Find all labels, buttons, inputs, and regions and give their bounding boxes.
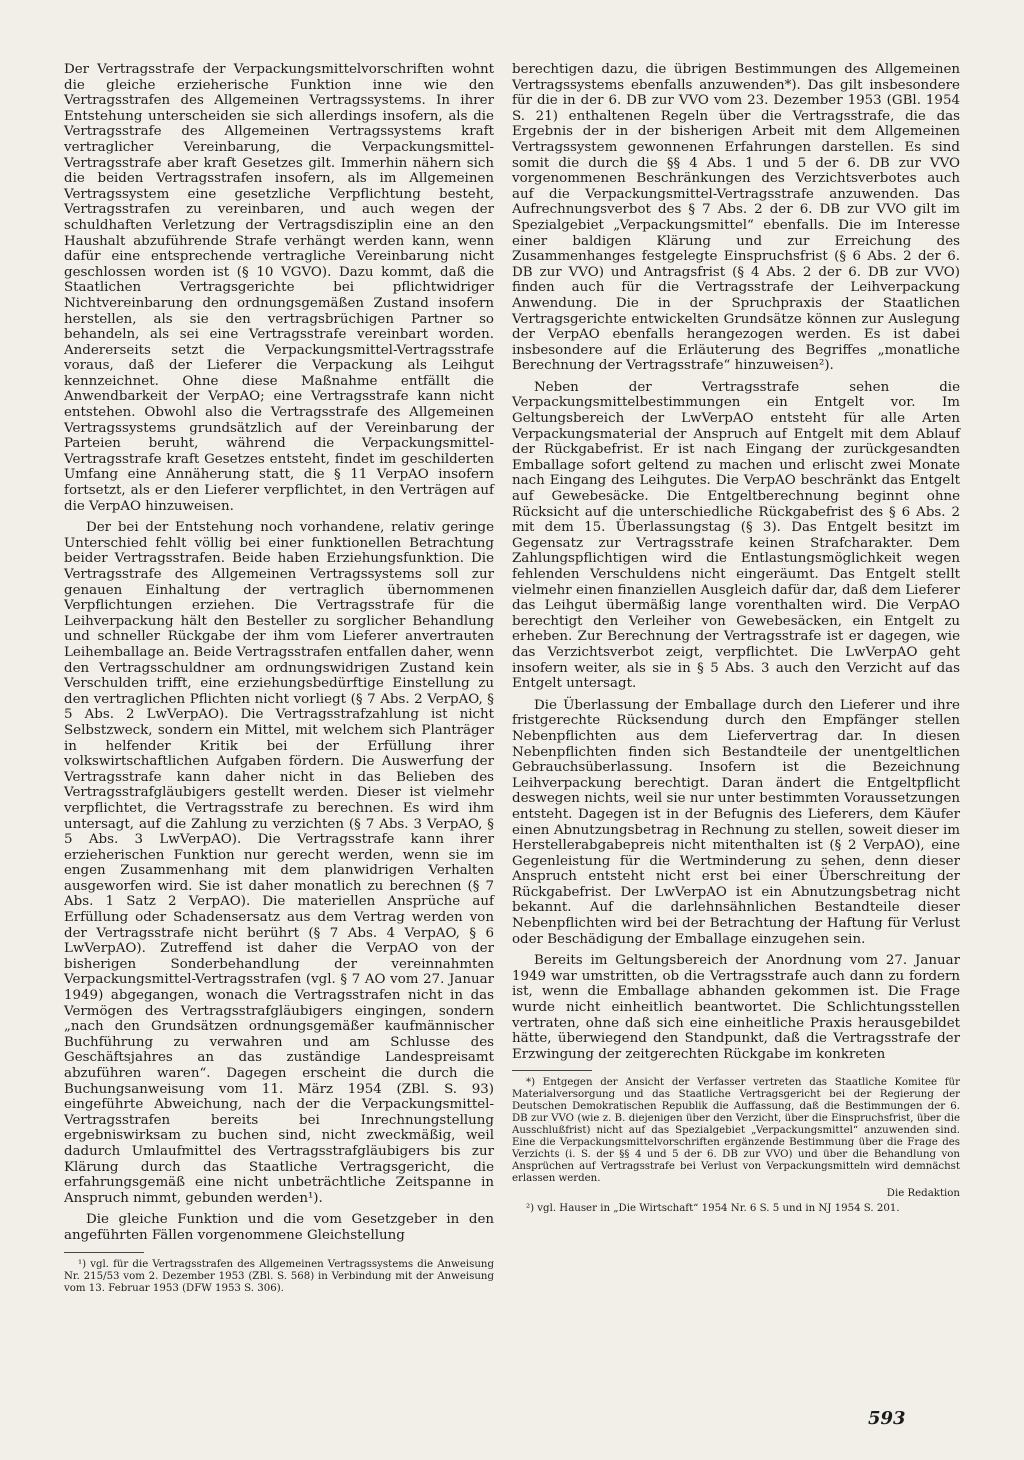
footnote: ²) vgl. Hauser in „Die Wirtschaft“ 1954 Nr. 6 S. 5 und in NJ 1954 S. 201. <box>526 1203 900 1215</box>
footnote-signature: Die Redaktion <box>886 1188 960 1200</box>
footnote: ¹) vgl. für die Vertragsstrafen des Allgemeinen Vertragssystems die Anweisung Nr. 215/53 vom 2. Dezember 1953 (ZBl. S. 568) in Verbindung mit der Anweisung vom 13. Februar 1953 (DFW 1953 S. 306). <box>64 1258 494 1294</box>
footnote-divider <box>512 1070 592 1071</box>
paragraph: Bereits im Geltungsbereich der Anordnung vom 27. Januar 1949 war umstritten, ob die Vertragsstrafe auch dann zu fordern ist, wenn die Emballage abhanden gekommen ist. Die Frage wurde nicht einheitlich beantwortet. Die Schlichtungsstellen vertraten, ohne daß sich eine einheitliche Praxis herausgebildet hätte, überwiegend den Standpunkt, daß die Vertragsstrafe der Erzwingung der zeitgerechten Rückgabe im konkreten <box>512 953 960 1062</box>
paragraph: Die gleiche Funktion und die vom Gesetzgeber in den angeführten Fällen vorgenommene Gleichstellung <box>64 1212 494 1243</box>
page-number: 593 <box>868 1408 906 1429</box>
footnote: *) Entgegen der Ansicht der Verfasser vertreten das Staatliche Komitee für Materialversorgung und das Staatliche Vertragsgericht bei der Regierung der Deutschen Demokratischen Republik die Auffassung, daß die Bestimmungen der 6. DB zur VVO (wie z. B. diejenigen über den Verzicht, über die Einspruchsfrist, über die Ausschlußfrist) nicht auf das Spezialgebiet „Verpackungsmittel“ anzuwenden sind. Eine die Verpackungsmittelvorschriften ergänzende Bestimmung über die Frage des Verzichts (i. S. der §§ 4 und 5 der 6. DB zur VVO) und über die Behandlung von Ansprüchen auf Vertragsstrafe bei Verlust von Verpackungsmitteln wird demnächst erlassen werden. <box>512 1077 960 1185</box>
footnote-divider <box>64 1252 144 1253</box>
paragraph: Die Überlassung der Emballage durch den Lieferer und ihre fristgerechte Rücksendung durch den Empfänger stellen Nebenpflichten aus dem Liefervertrag dar. In diesen Nebenpflichten finden sich Bestandteile der unentgeltlichen Gebrauchsüberlassung. Insofern ist die Bezeichnung Leihverpackung berechtigt. Daran ändert die Entgeltpflicht deswegen nichts, weil sie nur unter bestimmten Voraussetzungen entsteht. Dagegen ist in der Befugnis des Lieferers, dem Käufer einen Abnutzungsbetrag in Rechnung zu stellen, soweit dieser im Herstellerabgabepreis nicht mitenthalten ist (§ 2 VerpAO), eine Gegenleistung für die Wertminderung zu sehen, denn dieser Anspruch entsteht nicht erst bei einer Überschreitung der Rückgabefrist. Der LwVerpAO ist ein Abnutzungsbetrag nicht bekannt. Auf die darlehnsähnlichen Bestandteile dieser Nebenpflichten wird bei der Betrachtung der Haftung für Verlust oder Beschädigung der Emballage einzugehen sein. <box>512 697 960 947</box>
paragraph: Der bei der Entstehung noch vorhandene, relativ geringe Unterschied fehlt völlig bei einer funktionellen Betrachtung beider Vertragsstrafen. Beide haben Erziehungsfunktion. Die Vertragsstrafe des Allgemeinen Vertragssystems soll zur genauen Einhaltung der vertraglich übernommenen Verpflichtungen erziehen. Die Vertragsstrafe für die Leihverpackung hält den Besteller zu sorglicher Behandlung und schneller Rückgabe der ihm vom Lieferer anvertrauten Leihemballage an. Beide Vertragsstrafen entfallen daher, wenn den Vertragsschuldner am ordnungswidrigen Zustand kein Verschulden trifft, eine erziehungsbedürftige Einstellung zu den vertraglichen Pflichten nicht vorliegt (§ 7 Abs. 2 VerpAO, § 5 Abs. 2 LwVerpAO). Die Vertragsstrafzahlung ist nicht Selbstzweck, sondern ein Mittel, mit welchem sich Planträger in helfender Kritik bei der Erfüllung ihrer volkswirtschaftlichen Aufgaben fördern. Die Auswerfung der Vertragsstrafe kann daher nicht in das Belieben des Vertragsstrafgläubigers gestellt werden. Dieser ist vielmehr verpflichtet, die Vertragsstrafe zu berechnen. Es wird ihm untersagt, auf die Zahlung zu verzichten (§ 7 Abs. 3 VerpAO, § 5 Abs. 3 LwVerpAO). Die Vertragsstrafe kann ihrer erzieherischen Funktion nur gerecht werden, wenn sie im engen Zusammenhang mit dem planwidrigen Verhalten ausgeworfen wird. Sie ist daher monatlich zu berechnen (§ 7 Abs. 1 Satz 2 VerpAO). Die materiellen Ansprüche auf Erfüllung oder Schadensersatz aus dem Vertrag werden von der Vertragsstrafe nicht berührt (§ 7 Abs. 4 VerpAO, § 6 LwVerpAO). Zutreffend ist daher die VerpAO von der bisherigen Sonderbehandlung der vereinnahmten Verpackungsmittel-Vertragsstrafen (vgl. § 7 AO vom 27. Januar 1949) abgegangen, wonach die Vertragsstrafen nicht in das Vermögen des Vertragsstrafgläubigers eingingen, sondern „nach den Grundsätzen ordnungsgemäßer kaufmännischer Buchführung zu verwahren und am Schlusse des Geschäftsjahres an das zuständige Landespreisamt abzuführen waren“. Dagegen erscheint die durch die Buchungsanweisung vom 11. März 1954 (ZBl. S. 93) eingeführte Abweichung, nach der die Verpackungsmittel-Vertragsstrafen bereits bei Inrechnungstellung ergebniswirksam zu buchen sind, nicht zweckmäßig, weil dadurch Umlaufmittel des Vertragsstrafgläubigers bis zur Klärung durch das Staatliche Vertragsgericht, die erfahrungsgemäß eine nicht unbeträchtliche Zeitspanne in Anspruch nimmt, gebunden werden¹). <box>64 520 494 1206</box>
paragraph: Der Vertragsstrafe der Verpackungsmittelvorschriften wohnt die gleiche erzieherische Funktion inne wie den Vertragsstrafen des Allgemeinen Vertragssystems. In ihrer Entstehung unterscheiden sie sich allerdings insofern, als die Vertragsstrafe des Allgemeinen Vertragssystems kraft vertraglicher Vereinbarung, die Verpackungsmittel-Vertragsstrafe aber kraft Gesetzes gilt. Immerhin nähern sich die beiden Vertragsstrafen insofern, als im Allgemeinen Vertragssystem eine gesetzliche Verpflichtung besteht, Vertragsstrafen zu vereinbaren, und auch wegen der schuldhaften Verletzung der Vertragsdisziplin eine an den Haushalt abzuführende Strafe verhängt werden kann, wenn dafür eine entsprechende vertragliche Vereinbarung nicht geschlossen worden ist (§ 10 VGVO). Dazu kommt, daß die Staatlichen Vertragsgerichte bei pflichtwidriger Nichtvereinbarung den ordnungsgemäßen Zustand insofern herstellen, als sie den vertragsbrüchigen Partner so behandeln, als sei eine Vertragsstrafe vereinbart worden. Andererseits setzt die Verpackungsmittel-Vertragsstrafe voraus, daß der Lieferer die Verpackung als Leihgut kennzeichnet. Ohne diese Maßnahme entfällt die Anwendbarkeit der VerpAO; eine Vertragsstrafe kann nicht entstehen. Obwohl also die Vertragsstrafe des Allgemeinen Vertragssystems grundsätzlich auf der Vereinbarung der Parteien beruht, während die Verpackungsmittel-Vertragsstrafe kraft Gesetzes entsteht, findet im geschilderten Umfang eine Annäherung statt, die § 11 VerpAO insofern fortsetzt, als er den Lieferer verpflichtet, in den Verträgen auf die VerpAO hinzuweisen. <box>64 62 494 514</box>
right-column <box>512 62 960 1218</box>
paragraph: berechtigen dazu, die übrigen Bestimmungen des Allgemeinen Vertragssystems ebenfalls anzuwenden*). Das gilt insbesondere für die in der 6. DB zur VVO vom 23. Dezember 1953 (GBl. 1954 S. 21) enthaltenen Regeln über die Vertragsstrafe, die das Ergebnis der in der bisherigen Arbeit mit dem Allgemeinen Vertragssystem gewonnenen Erfahrungen darstellen. Es sind somit die durch die §§ 4 Abs. 1 und 5 der 6. DB zur VVO vorgenommenen Beschränkungen des Verzichtsverbotes auch auf die Verpackungsmittel-Vertragsstrafe anzuwenden. Das Aufrechnungsverbot des § 7 Abs. 2 der 6. DB zur VVO gilt im Spezialgebiet „Verpackungsmittel“ ebenfalls. Die im Interesse einer baldigen Klärung und zur Erreichung des Zusammenhanges festgelegte Einspruchsfrist (§ 6 Abs. 2 der 6. DB zur VVO) und Antragsfrist (§ 4 Abs. 2 der 6. DB zur VVO) finden auch für die Vertragsstrafe der Leihverpackung Anwendung. Die in der Spruchpraxis der Staatlichen Vertragsgerichte entwickelten Grundsätze können zur Auslegung der VerpAO ebenfalls herangezogen werden. Es ist dabei insbesondere auf die Erläuterung des Begriffes „monatliche Berechnung der Vertragsstrafe“ hinzuweisen²). <box>512 62 960 374</box>
paragraph: Neben der Vertragsstrafe sehen die Verpackungsmittelbestimmungen ein Entgelt vor. Im Geltungsbereich der LwVerpAO entsteht für alle Arten Verpackungsmaterial der Anspruch auf Entgelt mit dem Ablauf der Rückgabefrist. Er ist nach Eingang der zurückgesandten Emballage sofort geltend zu machen und erlischt zwei Monate nach Eingang des Leihgutes. Die VerpAO beschränkt das Entgelt auf Gewebesäcke. Die Entgeltberechnung beginnt ohne Rücksicht auf die unterschiedliche Rückgabefrist des § 6 Abs. 2 mit dem 15. Überlassungstag (§ 3). Das Entgelt besitzt im Gegensatz zur Vertragsstrafe keinen Strafcharakter. Dem Zahlungspflichtigen wird die Entlastungsmöglichkeit wegen fehlenden Verschuldens nicht eingeräumt. Das Entgelt stellt vielmehr einen finanziellen Ausgleich dafür dar, daß dem Lieferer das Leihgut übermäßig lange vorenthalten wird. Die VerpAO berechtigt den Verleiher von Gewebesäcken, ein Entgelt zu erheben. Zur Berechnung der Vertragsstrafe ist er dagegen, wie das Verzichtsverbot zeigt, verpflichtet. Die LwVerpAO geht insofern weiter, als sie in § 5 Abs. 3 auch den Verzicht auf das Entgelt untersagt. <box>512 379 960 692</box>
left-column <box>64 62 494 1298</box>
